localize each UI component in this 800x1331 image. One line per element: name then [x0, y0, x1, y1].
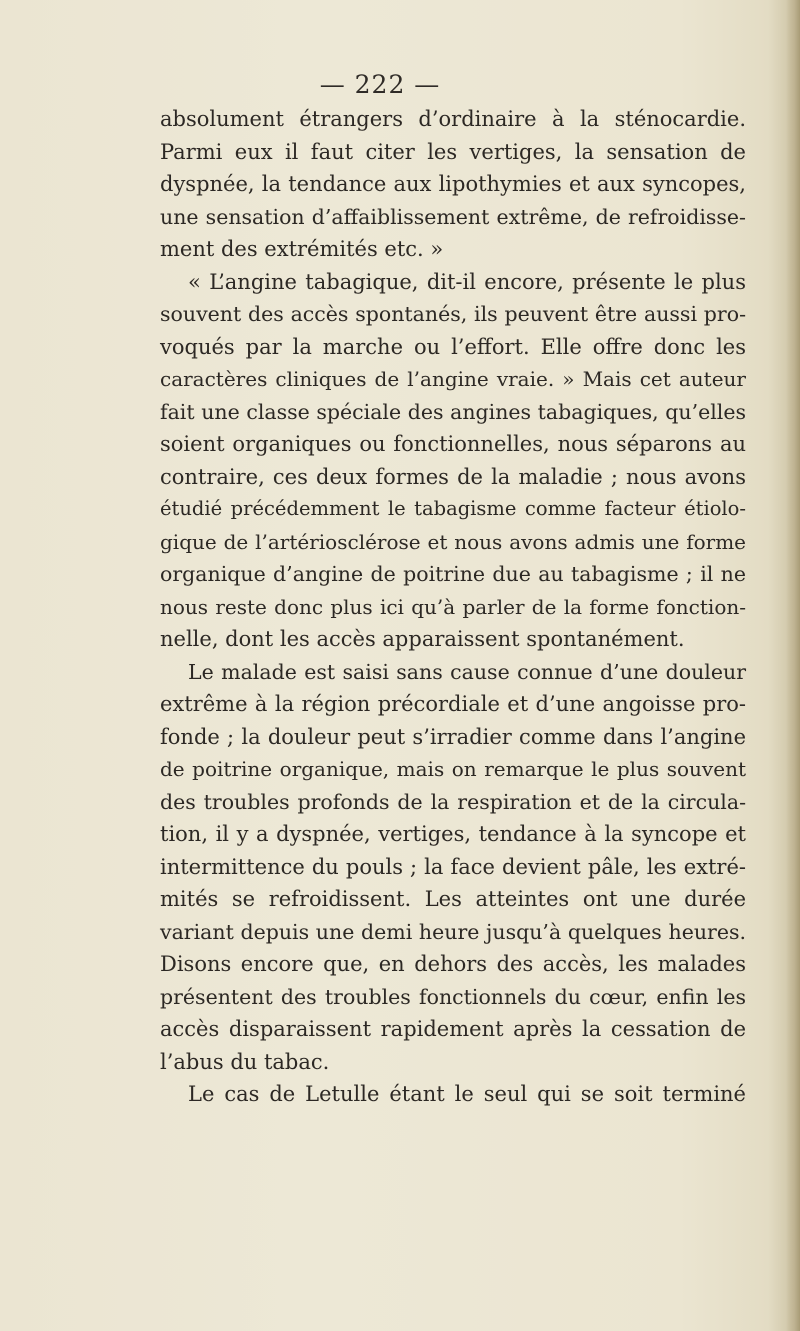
page-edge-shadow: [786, 0, 800, 1331]
text-line: dyspnée, la tendance aux lipothymies et aux syncopes,: [160, 172, 746, 196]
text-line: de poitrine organique, mais on remarque le plus souvent: [160, 757, 746, 781]
text-line: présentent des troubles fonctionnels du cœur, enfin les: [160, 984, 746, 1009]
body-text: [160, 103, 746, 1111]
text-line: Le cas de Letulle étant le seul qui se soit terminé: [188, 1082, 746, 1106]
text-line: ment des extrémités etc. »: [160, 237, 444, 261]
text-line: nelle, dont les accès apparaissent spontanément.: [160, 627, 685, 651]
text-line: Disons encore que, en dehors des accès, les malades: [160, 952, 746, 976]
text-line: Le malade est saisi sans cause connue d’une douleur: [188, 659, 746, 684]
text-line: intermittence du pouls ; la face devient pâle, les extré-: [160, 854, 746, 879]
text-line: gique de l’artériosclérose et nous avons admis une forme: [160, 529, 746, 554]
page-number-header: — 222 —: [319, 70, 441, 99]
text-line: l’abus du tabac.: [160, 1049, 330, 1074]
text-line: soient organiques ou fonctionnelles, nous séparons au: [160, 432, 746, 456]
text-line: nous reste donc plus ici qu’à parler de la forme fonction-: [160, 594, 746, 619]
text-line: Parmi eux il faut citer les vertiges, la sensation de: [160, 139, 746, 164]
text-line: une sensation d’affaiblissement extrême, de refroidisse-: [160, 204, 746, 229]
text-line: des troubles profonds de la respiration et de la circula-: [160, 789, 746, 814]
text-line: accès disparaissent rapidement après la cessation de: [160, 1017, 746, 1041]
text-line: voqués par la marche ou l’effort. Elle offre donc les: [160, 334, 746, 359]
text-line: étudié précédemment le tabagisme comme facteur étiolo-: [160, 497, 746, 520]
text-line: extrême à la région précordiale et d’une angoisse pro-: [160, 692, 746, 716]
text-line: organique d’angine de poitrine due au tabagisme ; il ne: [160, 562, 746, 586]
text-line: tion, il y a dyspnée, vertiges, tendance à la syncope et: [160, 822, 746, 846]
text-line: absolument étrangers d’ordinaire à la sténocardie.: [160, 107, 746, 131]
text-line: « L’angine tabagique, dit-il encore, présente le plus: [188, 269, 746, 294]
text-line: mités se refroidissent. Les atteintes ont une durée: [160, 887, 746, 911]
text-line: souvent des accès spontanés, ils peuvent être aussi pro-: [160, 302, 746, 326]
text-line: contraire, ces deux formes de la maladie ; nous avons: [160, 464, 746, 489]
text-line: fait une classe spéciale des angines tabagiques, qu’elles: [160, 399, 746, 424]
text-line: fonde ; la douleur peut s’irradier comme dans l’angine: [160, 724, 746, 749]
text-line: caractères cliniques de l’angine vraie. » Mais cet auteur: [160, 367, 746, 391]
text-line: variant depuis une demi heure jusqu’à quelques heures.: [160, 919, 746, 944]
